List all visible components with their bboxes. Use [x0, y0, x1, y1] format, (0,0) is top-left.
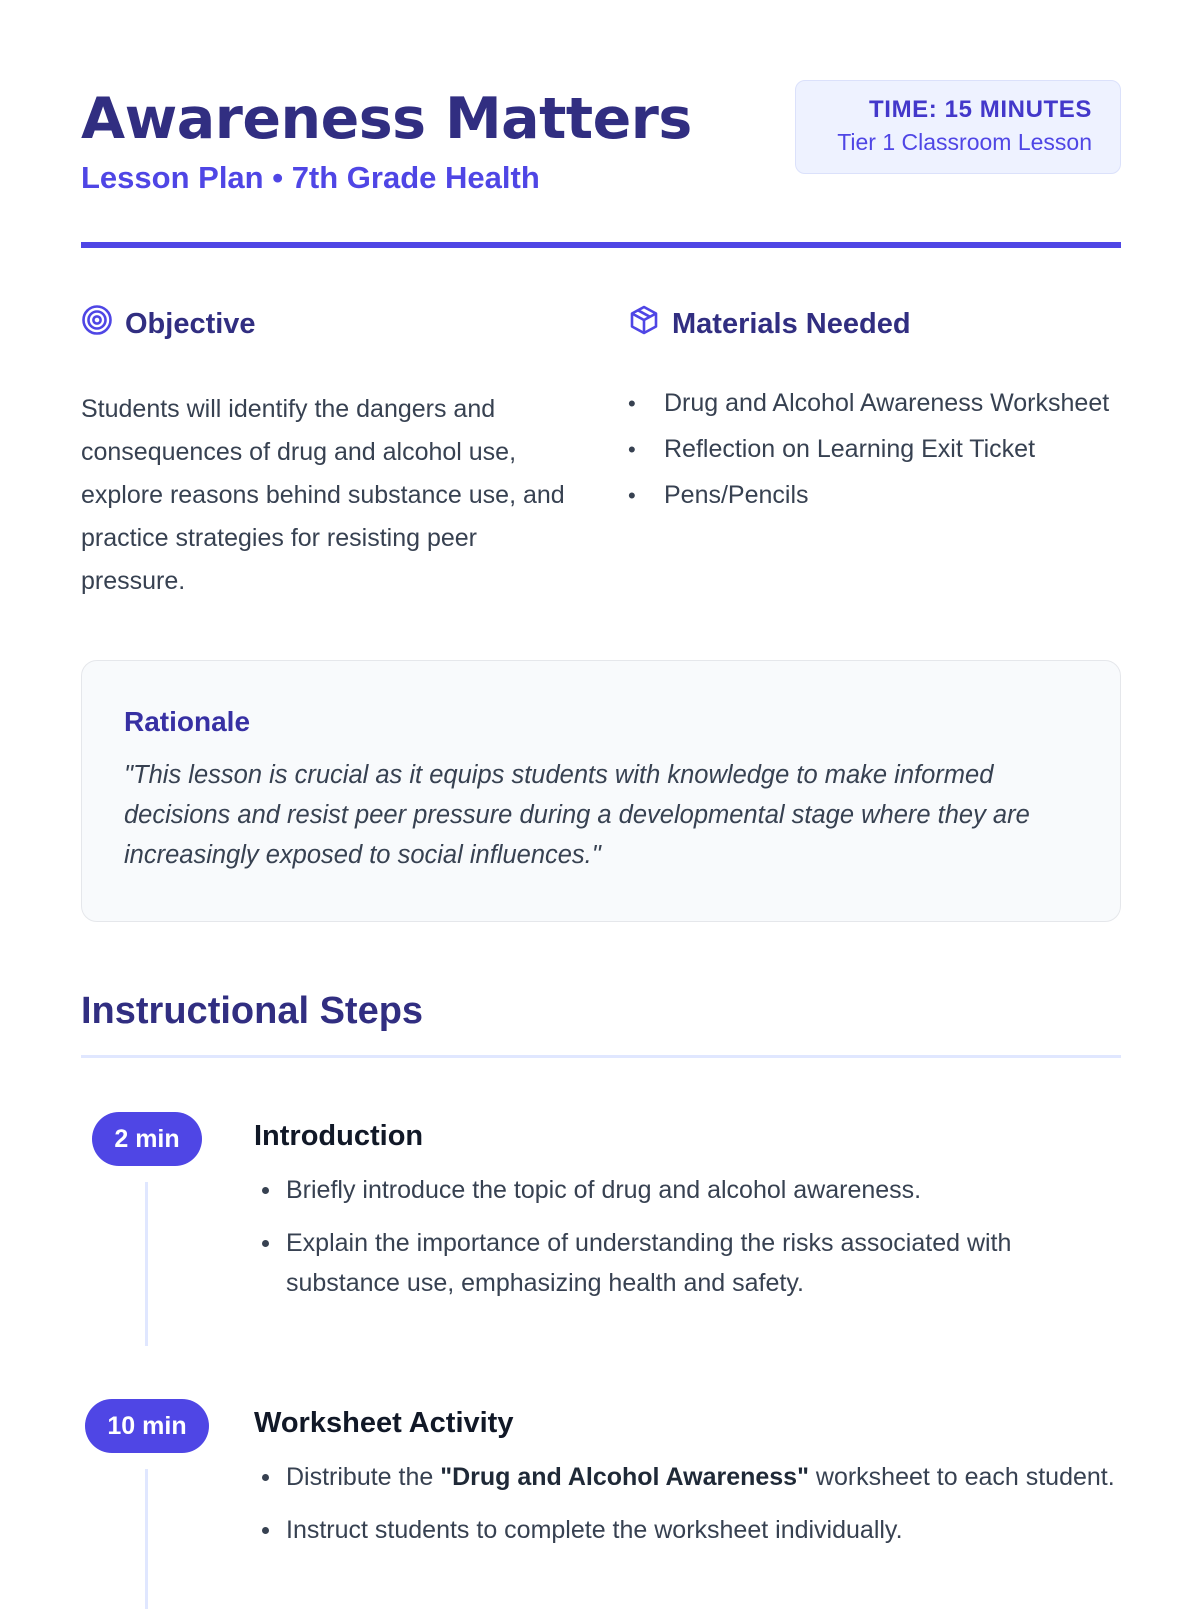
objective-heading [81, 304, 576, 344]
step-bullets [254, 1457, 1124, 1563]
materials-list [628, 384, 1121, 515]
timeline-line [145, 1182, 148, 1346]
bullet-icon: • [628, 483, 636, 508]
time-badge [795, 80, 1121, 174]
target-icon [81, 304, 113, 344]
instructional-steps-heading: Instructional Steps [81, 990, 424, 1032]
rationale-title: Rationale [124, 706, 251, 737]
list-item: • Reflection on Learning Exit Ticket [628, 430, 1121, 469]
duration-badge: 10 min [85, 1399, 209, 1453]
worksheet-name: "Drug and Alcohol Awareness" [440, 1463, 809, 1491]
materials-section [628, 304, 1121, 522]
rationale-text: "This lesson is crucial as it equips students with knowledge to make informed decisions and resist peer pressure during a developmental stage where they are increasingly exposed to social influences." [124, 761, 1030, 869]
tier-label: Tier 1 Classroom Lesson [837, 129, 1092, 155]
step-title: Worksheet Activity [254, 1407, 514, 1439]
rationale-card [81, 660, 1121, 922]
materials-heading [628, 304, 1121, 344]
materials-title: Materials Needed [672, 307, 911, 340]
objective-title: Objective [125, 307, 256, 340]
step-title: Introduction [254, 1120, 424, 1152]
header [81, 80, 1121, 250]
list-item: Instruct students to complete the worksheet individually. [254, 1510, 1124, 1550]
header-divider [81, 242, 1121, 248]
list-item: Distribute the "Drug and Alcohol Awareness" worksheet to each student. [254, 1457, 1124, 1497]
list-item: Briefly introduce the topic of drug and alcohol awareness. [254, 1170, 1124, 1210]
bullet-icon: • [628, 437, 636, 462]
list-item: • Pens/Pencils [628, 476, 1121, 515]
objective-section [81, 304, 576, 603]
objective-text: Students will identify the dangers and consequences of drug and alcohol use, explore reasons behind substance use, and practice strategies for resisting peer pressure. [81, 395, 565, 595]
list-item: • Drug and Alcohol Awareness Worksheet [628, 384, 1121, 423]
package-icon [628, 304, 660, 344]
steps-divider [81, 1055, 1121, 1058]
step-bullets [254, 1170, 1124, 1316]
page-subtitle: Lesson Plan • 7th Grade Health [81, 160, 540, 195]
time-label: TIME: 15 MINUTES [869, 96, 1092, 123]
list-item: Explain the importance of understanding the risks associated with substance use, emphasizing health and safety. [254, 1223, 1124, 1303]
page-title: Awareness Matters [81, 86, 692, 152]
timeline-line [145, 1469, 148, 1609]
duration-badge: 2 min [92, 1112, 202, 1166]
bullet-icon: • [628, 391, 636, 416]
